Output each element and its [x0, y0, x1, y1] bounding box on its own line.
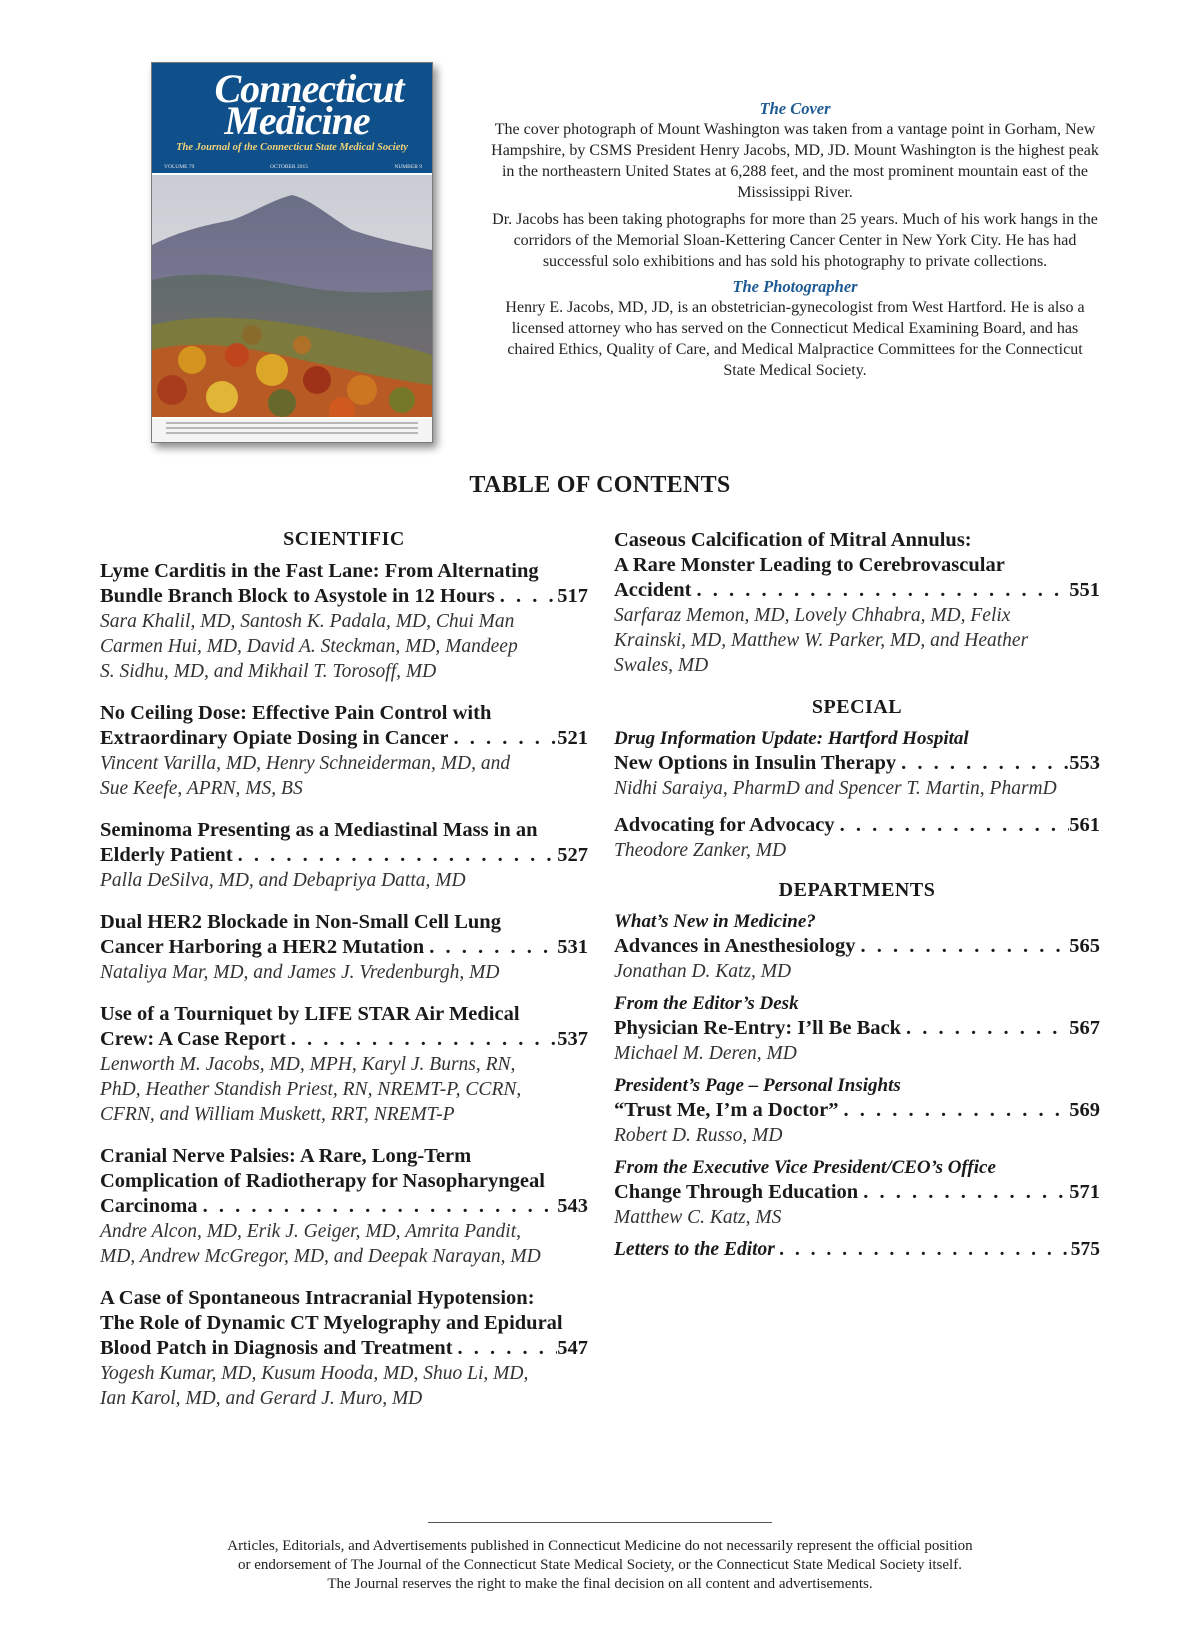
disclaimer-line-3: The Journal reserves the right to make the final decision on all content and advertisements. — [327, 1576, 873, 1592]
entry-title-last-line — [100, 584, 588, 609]
cover-fineprint — [152, 419, 432, 442]
entry-title-text: Carcinoma — [100, 1195, 198, 1217]
leader-dots — [901, 1016, 1069, 1041]
scientific-heading: SCIENTIFIC — [283, 528, 405, 550]
entry-title-last-line — [100, 1027, 588, 1052]
leader-dots — [424, 935, 557, 960]
entry-title-last-line — [614, 1180, 1100, 1205]
entry-title-last-line — [614, 1098, 1100, 1123]
entry-title-text: Physician Re-Entry: I’ll Be Back — [614, 1017, 901, 1039]
entry-title-last-line — [100, 935, 588, 960]
photographer-paragraph: Henry E. Jacobs, MD, JD, is an obstetrician-gynecologist from West Hartford. He is also a licensed attorney who has served on the Connecticut Medical Examining Board, and has chaired Ethics, Quality of Care, and Medical Malpractice Committees for the Connecticut State Medical Society. — [505, 299, 1085, 379]
page-number: 567 — [1069, 1017, 1100, 1039]
entry-authors-line: Lenworth M. Jacobs, MD, MPH, Karyl J. Burns, RN, — [100, 1054, 516, 1075]
entry-title-text: Accident — [614, 579, 692, 601]
entry-authors-line: Sarfaraz Memon, MD, Lovely Chhabra, MD, Felix — [614, 605, 1011, 626]
letters-label: Letters to the Editor — [614, 1239, 775, 1260]
entry-title-text: Crew: A Case Report — [100, 1028, 286, 1050]
toc-entry[interactable] — [614, 528, 1100, 678]
entry-authors-line: Robert D. Russo, MD — [614, 1125, 783, 1146]
entry-authors-line: Ian Karol, MD, and Gerard J. Muro, MD — [100, 1388, 423, 1409]
departments-heading: DEPARTMENTS — [778, 879, 936, 901]
leader-dots — [495, 584, 558, 609]
cover-issue-info — [152, 162, 432, 173]
departments-list — [614, 910, 1100, 1230]
entry-authors-line: Krainski, MD, Matthew W. Parker, MD, and Heather — [614, 630, 1029, 651]
toc-entry[interactable] — [614, 1074, 1100, 1148]
special-list — [614, 727, 1100, 863]
entry-title-text: Change Through Education — [614, 1181, 859, 1203]
toc-entry[interactable] — [614, 727, 1100, 801]
letters-entry[interactable] — [614, 1238, 1100, 1262]
page-number: 553 — [1069, 752, 1100, 774]
entry-authors-line: Theodore Zanker, MD — [614, 840, 787, 861]
cover-volume: VOLUME 79 — [164, 164, 195, 170]
entry-title-last-line — [100, 843, 588, 868]
page-number: 571 — [1069, 1181, 1100, 1203]
leader-dots — [839, 1098, 1070, 1123]
page-number: 565 — [1069, 935, 1100, 957]
entry-title-line: Dual HER2 Blockade in Non-Small Cell Lung — [100, 911, 501, 933]
entry-title-line: A Rare Monster Leading to Cerebrovascular — [614, 554, 1005, 576]
page-number: 543 — [557, 1195, 588, 1217]
entry-title-text: Blood Patch in Diagnosis and Treatment — [100, 1337, 453, 1359]
entry-authors-line: Vincent Varilla, MD, Henry Schneiderman, MD, and — [100, 753, 511, 774]
cover-paragraph-1: The cover photograph of Mount Washington was taken from a vantage point in Gorham, New Hampshire, by CSMS President Henry Jacobs, MD, JD. Mount Washington is the highest peak in the northeastern United States at 6,288 feet, and the most prominent mountain east of the Mississippi River. — [491, 121, 1099, 201]
scientific-list — [100, 559, 588, 1411]
toc-right-column — [614, 528, 1100, 1279]
toc-entry[interactable] — [614, 1156, 1100, 1230]
entry-title-last-line — [100, 1194, 588, 1219]
cover-title-line2: Medicine — [224, 98, 370, 143]
toc-entry[interactable] — [100, 1286, 588, 1411]
entry-kicker: From the Executive Vice President/CEO’s Office — [614, 1157, 996, 1178]
entry-title-text: Extraordinary Opiate Dosing in Cancer — [100, 727, 449, 749]
entry-title-line: No Ceiling Dose: Effective Pain Control with — [100, 702, 492, 724]
leader-dots — [453, 1336, 558, 1361]
footer-rule — [428, 1522, 772, 1523]
leader-dots — [691, 578, 1069, 603]
entry-title-last-line — [614, 578, 1100, 603]
entry-title-line: Complication of Radiotherapy for Nasopharyngeal — [100, 1170, 545, 1192]
leader-dots — [835, 813, 1070, 838]
page-number: 569 — [1069, 1099, 1100, 1121]
entry-authors-line: Sue Keefe, APRN, MS, BS — [100, 778, 303, 799]
page-number: 531 — [557, 936, 588, 958]
cover-notes — [490, 98, 1100, 387]
entry-authors-line: Matthew C. Katz, MS — [614, 1207, 782, 1228]
entry-authors-line: S. Sidhu, MD, and Mikhail T. Torosoff, MD — [100, 661, 437, 682]
entry-authors-line: PhD, Heather Standish Priest, RN, NREMT-P, CCRN, — [100, 1079, 522, 1100]
right-article-list — [614, 528, 1100, 678]
cover-title-line1: Connecticut — [214, 66, 404, 111]
entry-authors-line: Nataliya Mar, MD, and James J. Vredenburgh, MD — [100, 962, 500, 983]
entry-title-text: Advocating for Advocacy — [614, 814, 835, 836]
entry-authors-line: Yogesh Kumar, MD, Kusum Hooda, MD, Shuo Li, MD, — [100, 1363, 529, 1384]
entry-title-line: A Case of Spontaneous Intracranial Hypotension: — [100, 1287, 535, 1309]
page-number: 547 — [557, 1337, 588, 1359]
page-number: 575 — [1070, 1239, 1100, 1260]
toc-title: TABLE OF CONTENTS — [469, 472, 731, 498]
entry-title-text: Cancer Harboring a HER2 Mutation — [100, 936, 425, 958]
the-photographer-heading: The Photographer — [732, 277, 858, 296]
leader-dots — [449, 726, 558, 751]
entry-kicker: President’s Page – Personal Insights — [614, 1075, 901, 1096]
entry-title-line: Caseous Calcification of Mitral Annulus: — [614, 529, 972, 551]
page-number: 537 — [557, 1028, 588, 1050]
the-cover-heading: The Cover — [759, 99, 831, 118]
leader-dots — [858, 1180, 1069, 1205]
page-number: 517 — [557, 585, 588, 607]
toc-left-column — [100, 528, 588, 1428]
entry-authors-line: CFRN, and William Muskett, RRT, NREMT-P — [100, 1104, 455, 1125]
cover-paragraph-2: Dr. Jacobs has been taking photographs for more than 25 years. Much of his work hangs in the corridors of the Memorial Sloan-Kettering Cancer Center in New York City. He has had successful solo exhibitions and has sold his photography to private collections. — [492, 211, 1098, 270]
disclaimer-line-2: or endorsement of The Journal of the Connecticut State Medical Society, or the Connecticut State Medical Society itself. — [238, 1557, 962, 1573]
cover-image — [151, 62, 433, 443]
toc-entry[interactable] — [614, 813, 1100, 863]
leader-dots — [198, 1194, 558, 1219]
toc-entry[interactable] — [100, 1002, 588, 1127]
page-number: 527 — [557, 844, 588, 866]
entry-title-text: Elderly Patient — [100, 844, 233, 866]
toc-entry[interactable] — [100, 701, 588, 801]
cover-number: NUMBER 9 — [394, 164, 422, 170]
cover-date: OCTOBER 2015 — [270, 164, 308, 170]
entry-title-text: Advances in Anesthesiology — [614, 935, 856, 957]
page-number: 551 — [1069, 579, 1100, 601]
entry-title-last-line — [100, 1336, 588, 1361]
entry-authors-line: Jonathan D. Katz, MD — [614, 961, 792, 982]
entry-title-last-line — [614, 1016, 1100, 1041]
entry-title-last-line — [614, 813, 1100, 838]
entry-authors-line: Sara Khalil, MD, Santosh K. Padala, MD, Chui Man — [100, 611, 515, 632]
entry-authors-line: Carmen Hui, MD, David A. Steckman, MD, Mandeep — [100, 636, 518, 657]
entry-title-text: “Trust Me, I’m a Doctor” — [614, 1099, 839, 1121]
entry-kicker: Drug Information Update: Hartford Hospital — [614, 728, 969, 749]
entry-title-last-line — [614, 934, 1100, 959]
leader-dots — [855, 934, 1069, 959]
toc-entry[interactable] — [100, 910, 588, 985]
entry-title-line: The Role of Dynamic CT Myelography and Epidural — [100, 1312, 563, 1334]
entry-title-text: Bundle Branch Block to Asystole in 12 Hours — [100, 585, 495, 607]
toc-entry[interactable] — [100, 1144, 588, 1269]
entry-authors-line: Palla DeSilva, MD, and Debapriya Datta, MD — [100, 870, 466, 891]
leader-dots — [233, 843, 558, 868]
entry-title-line: Use of a Tourniquet by LIFE STAR Air Medical — [100, 1003, 520, 1025]
entry-title-line: Lyme Carditis in the Fast Lane: From Alternating — [100, 560, 539, 582]
cover-subtitle: The Journal of the Connecticut State Medical Society — [176, 142, 408, 153]
leader-dots — [775, 1238, 1071, 1262]
entry-title-line: Cranial Nerve Palsies: A Rare, Long-Term — [100, 1145, 472, 1167]
entry-authors-line: Andre Alcon, MD, Erik J. Geiger, MD, Amrita Pandit, — [100, 1221, 521, 1242]
disclaimer — [0, 1537, 1200, 1594]
entry-title-last-line — [100, 726, 588, 751]
entry-authors-line: Swales, MD — [614, 655, 709, 676]
disclaimer-line-1: Articles, Editorials, and Advertisements published in Connecticut Medicine do not necessarily represent the official position — [227, 1538, 973, 1554]
page-number: 521 — [557, 727, 588, 749]
entry-title-text: New Options in Insulin Therapy — [614, 752, 897, 774]
toc-entry[interactable] — [100, 818, 588, 893]
leader-dots — [896, 751, 1069, 776]
mountain-photo — [152, 175, 432, 417]
entry-authors-line: Nidhi Saraiya, PharmD and Spencer T. Martin, PharmD — [614, 778, 1057, 799]
entry-kicker: What’s New in Medicine? — [614, 911, 816, 932]
toc-entry[interactable] — [614, 992, 1100, 1066]
leader-dots — [286, 1027, 557, 1052]
entry-title-line: Seminoma Presenting as a Mediastinal Mass in an — [100, 819, 538, 841]
special-heading: SPECIAL — [811, 696, 903, 718]
entry-authors-line: Michael M. Deren, MD — [614, 1043, 797, 1064]
entry-authors-line: MD, Andrew McGregor, MD, and Deepak Narayan, MD — [100, 1246, 541, 1267]
page-number: 561 — [1069, 814, 1100, 836]
cover-masthead — [152, 63, 432, 173]
entry-kicker: From the Editor’s Desk — [614, 993, 799, 1014]
entry-title-last-line — [614, 751, 1100, 776]
toc-entry[interactable] — [614, 910, 1100, 984]
toc-entry[interactable] — [100, 559, 588, 684]
